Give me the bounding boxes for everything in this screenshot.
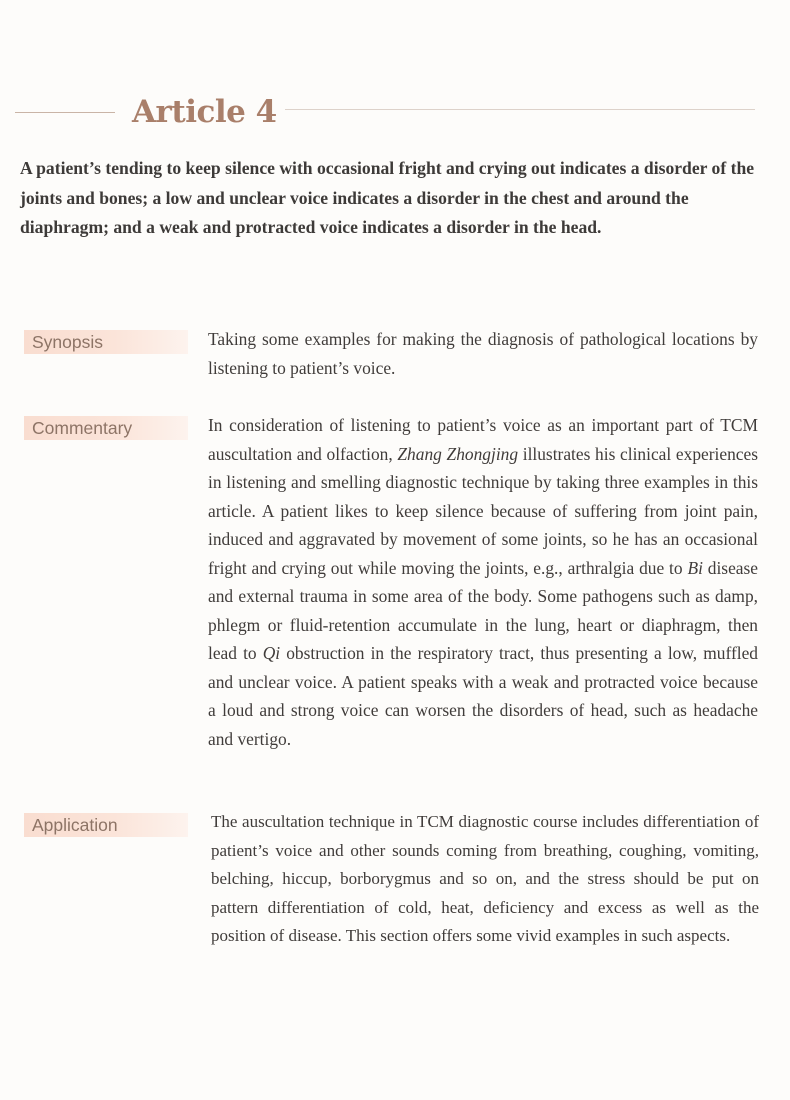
commentary-segment: In consideration of listening to patient’s voice as an important part of TCM auscultation and olfaction,	[208, 415, 758, 464]
commentary-label: Commentary	[24, 416, 188, 440]
title-rule-left	[15, 112, 115, 113]
article-lead-text: A patient’s tending to keep silence with occasional fright and crying out indicates a disorder of the joints and bones; a low and unclear voice indicates a disorder in the chest and around the diaphragm; and a weak and protracted voice indicates a disorder in the head.	[20, 158, 755, 237]
commentary-segment: illustrates his clinical experiences in listening and smelling diagnostic technique by taking three examples in this article. A patient likes to keep silence because of suffering from joint pain, induced and aggravated by movement of some joints, so he has an occasional fright and crying out while moving the joints, e.g., arthralgia due to	[208, 443, 758, 578]
commentary-text	[208, 411, 758, 753]
commentary-term-qi: Qi	[262, 643, 281, 663]
application-text: The auscultation technique in TCM diagnostic course includes differentiation of patient’s voice and other sounds coming from breathing, coughing, vomiting, belching, hiccup, borborygmus and so on, and the stress should be put on pattern differentiation of cold, heat, deficiency and excess as well as the position of disease. This section offers some vivid examples in such aspects.	[211, 812, 759, 945]
synopsis-label: Synopsis	[24, 330, 188, 354]
commentary-segment: disease and external trauma in some area of the body. Some pathogens such as damp, phlegm or fluid-retention accumulate in the lung, heart or diaphragm, then lead to	[208, 557, 758, 663]
application-label: Application	[24, 813, 188, 837]
synopsis-text: Taking some examples for making the diagnosis of pathological locations by listening to patient’s voice.	[208, 329, 758, 378]
article-title: Article 4	[132, 94, 277, 130]
commentary-segment: obstruction in the respiratory tract, thus presenting a low, muffled and unclear voice. A patient speaks with a weak and protracted voice because a loud and strong voice can worsen the disorders of head, such as headache and vertigo.	[208, 643, 758, 749]
commentary-term-bi: Bi	[687, 557, 703, 578]
title-rule-right	[285, 109, 755, 110]
commentary-person-name: Zhang Zhongjing	[397, 443, 519, 464]
